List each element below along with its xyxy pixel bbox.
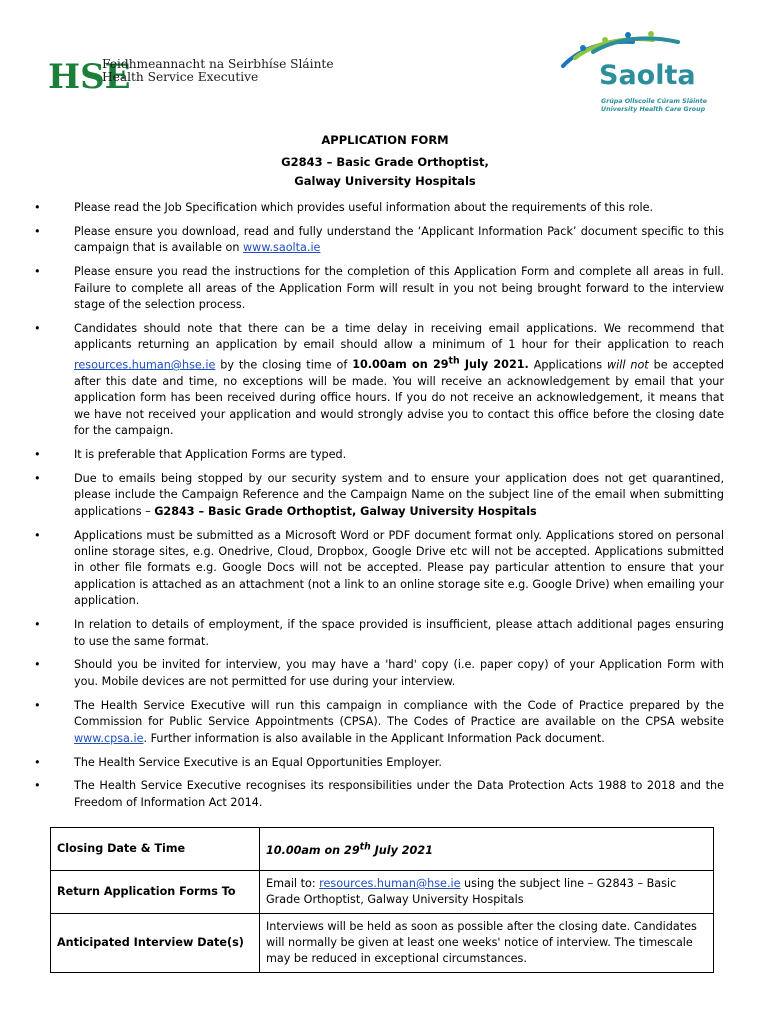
closing-date-value: 10.00am on 29th July 2021: [260, 828, 714, 871]
form-title: APPLICATION FORM: [321, 133, 449, 147]
list-item: • Applications must be submitted as a Microsoft Word or PDF document format only. Applications stored on personal online storage sites, e.g. Onedrive, Cloud, Dropbox, Google Drive etc will not be accepted. Applications submitted in other file formats e.g. Google Docs will not be accepted. Please pay particular attention to ensure that your application is attached as an attachment (not a link to an online storage site e.g. Google Drive) when emailing your application.: [34, 528, 724, 608]
hse-logo: [46, 50, 334, 100]
bullet-icon: •: [34, 618, 41, 632]
bullet-icon: •: [34, 528, 41, 542]
campaign-subject-line: G2843 – Basic Grade Orthoptist, Galway University Hospitals: [154, 504, 537, 518]
bullet-icon: •: [34, 224, 41, 238]
table-row: [51, 914, 714, 973]
instructions-list: [34, 200, 724, 819]
saolta-subtitle: [601, 98, 707, 114]
bullet-icon: •: [34, 779, 41, 793]
hr-email-link[interactable]: resources.human@hse.ie: [74, 358, 216, 372]
campaign-title: G2843 – Basic Grade Orthoptist,: [281, 155, 489, 169]
bullet-icon: •: [34, 448, 41, 462]
bullet-icon: •: [34, 321, 41, 335]
list-item: • In relation to details of employment, if the space provided is insufficient, please attach additional pages ensuring to use the same format.: [34, 618, 724, 648]
list-item: • The Health Service Executive will run this campaign in compliance with the Code of Practice prepared by the Commission for Public Service Appointments (CPSA). The Codes of Practice are available on the CPSA website www.cpsa.ie. Further information is also available in the Applicant Information Pack document.: [34, 698, 724, 745]
hse-logo-text: [102, 58, 334, 84]
table-row: [51, 828, 714, 871]
list-item: • It is preferable that Application Forms are typed.: [34, 447, 724, 463]
application-details-table: [50, 827, 714, 973]
saolta-sub-english: University Health Care Group: [601, 106, 706, 113]
closing-time: 10.00am on 29th July 2021.: [352, 355, 529, 372]
saolta-name: Saolta: [599, 60, 696, 91]
bullet-icon: •: [34, 201, 41, 214]
hse-name-english: Health Service Executive: [102, 70, 259, 84]
closing-date-label: Closing Date & Time: [51, 828, 260, 871]
list-item: • Due to emails being stopped by our security system and to ensure your application does not get quarantined, please include the Campaign Reference and the Campaign Name on the subject line of the email when submitting applications – G2843 – Basic Grade Orthoptist, Galway University Hospitals: [34, 471, 724, 518]
campaign-location: Galway University Hospitals: [294, 174, 476, 188]
interview-dates-label: Anticipated Interview Date(s): [51, 914, 260, 973]
bullet-icon: •: [34, 755, 41, 769]
list-item: • Please ensure you download, read and fully understand the ‘Applicant Information Pack’ document specific to this campaign that is available on www.saolta.ie: [34, 224, 724, 255]
return-email-link[interactable]: resources.human@hse.ie: [319, 876, 461, 890]
list-item: • The Health Service Executive is an Equal Opportunities Employer.: [34, 755, 724, 771]
saolta-website-link[interactable]: www.saolta.ie: [243, 241, 321, 255]
list-item: • Candidates should note that there can be a time delay in receiving email applications. We recommend that applicants returning an application by email should allow a minimum of 1 hour for their application to reach resources.human@hse.ie by the closing time of 10.00am on 29th July 2021. Applications will not be accepted after this date and time, no exceptions will be made. You will receive an acknowledgement by email that your application form has been received during office hours. If you do not receive an acknowledgement, it means that we have not received your application and would strongly advise you to contact this office before the closing date for the campaign.: [34, 321, 725, 438]
list-item: • Please read the Job Specification which provides useful information about the requirements of this role.: [34, 200, 724, 216]
hse-logo-mark-icon: [46, 52, 131, 97]
bullet-icon: •: [34, 265, 41, 279]
interview-dates-value: Interviews will be held as soon as possible after the closing date. Candidates will normally be given at least one weeks' notice of interview. The timescale may be reduced in exceptional circumstances.: [260, 914, 714, 973]
hse-logo-mark-text: HSE: [48, 57, 131, 97]
list-item: • Should you be invited for interview, you may have a 'hard' copy (i.e. paper copy) of your Application Form with you. Mobile devices are not permitted for use during your interview.: [34, 658, 724, 688]
cpsa-website-link[interactable]: www.cpsa.ie: [74, 731, 144, 745]
bullet-icon: •: [34, 658, 41, 672]
return-forms-value: Email to: resources.human@hse.ie using the subject line – G2843 – Basic Grade Orthoptist, Galway University Hospitals: [260, 871, 714, 914]
table-row: [51, 871, 714, 914]
bullet-icon: •: [34, 698, 41, 712]
saolta-sub-irish: Grúpa Ollscoile Cúram Sláinte: [601, 98, 708, 105]
list-item: • Please ensure you read the instructions for the completion of this Application Form and complete all areas in full. Failure to complete all areas of the Application Form will result in you not being brought forward to the interview stage of the selection process.: [34, 265, 724, 312]
saolta-logo: [553, 30, 713, 120]
list-item: • The Health Service Executive recognises its responsibilities under the Data Protection Acts 1988 to 2018 and the Freedom of Information Act 2014.: [34, 779, 724, 809]
bullet-icon: •: [34, 471, 41, 485]
hse-name-irish: Feidhmeannacht na Seirbhíse Sláinte: [102, 57, 334, 71]
return-forms-label: Return Application Forms To: [51, 871, 260, 914]
